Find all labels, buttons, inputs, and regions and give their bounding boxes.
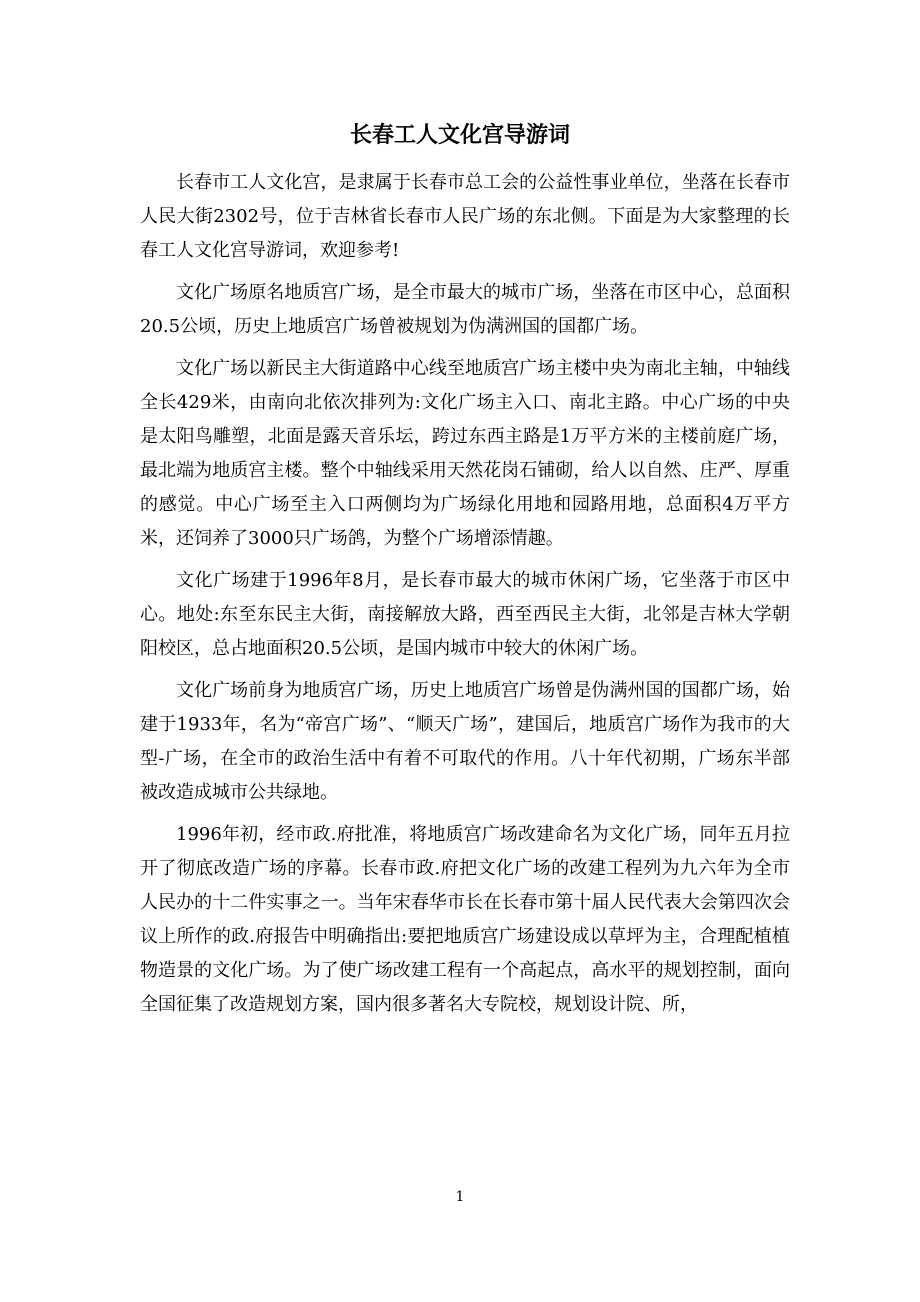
paragraph-reconstruction: 1996年初，经市政.府批准，将地质宫广场改建命名为文化广场，同年五月拉开了彻底改造广场的序幕。长春市政.府把文化广场的改建工程列为九六年为全市人民办的十二件实事之一。当年宋春华市长在长春市第十届人民代表大会第四次会议上所作的政.府报告中明确指出:要把地质宫广场建设成以草坪为主，合理配植植物造景的文化广场。为了使广场改建工程有一个高起点，高水平的规划控制，面向全国征集了改造规划方案，国内很多著名大专院校，规划设计院、所， — [140, 824, 790, 1015]
paragraph-construction: 文化广场建于1996年8月，是长春市最大的城市休闲广场，它坐落于市区中心。地处:东至东民主大街，南接解放大路，西至西民主大街，北邻是吉林大学朝阳校区，总占地面积20.5公顷，是国内城市中较大的休闲广场。 — [140, 570, 790, 659]
paragraph-intro: 长春市工人文化宫，是隶属于长春市总工会的公益性事业单位，坐落在长春市人民大街2302号，位于吉林省长春市人民广场的东北侧。下面是为大家整理的长春工人文化宫导游词，欢迎参考! — [140, 172, 790, 261]
document-body — [140, 166, 790, 1022]
page-number: 1 — [455, 1189, 465, 1205]
document-title: 长春工人文化宫导游词 — [349, 122, 570, 148]
paragraph-central-axis: 文化广场以新民主大街道路中心线至地质宫广场主楼中央为南北主轴，中轴线全长429米，由南向北依次排列为:文化广场主入口、南北主路。中心广场的中央是太阳鸟雕塑，北面是露天音乐坛，跨过东西主路是1万平方米的主楼前庭广场，最北端为地质宫主楼。整个中轴线采用天然花岗石铺砌，给人以自然、庄严、厚重的感觉。中心广场至主入口两侧均为广场绿化用地和园路用地，总面积4万平方米，还饲养了3000只广场鸽，为整个广场增添情趣。 — [140, 358, 790, 549]
paragraph-history: 文化广场前身为地质宫广场，历史上地质宫广场曾是伪满州国的国都广场，始建于1933年，名为“帝宫广场”、“顺天广场”，建国后，地质宫广场作为我市的大型-广场，在全市的政治生活中有着不可取代的作用。八十年代初期，广场东半部被改造成城市公共绿地。 — [140, 680, 790, 803]
paragraph-square-origin: 文化广场原名地质宫广场，是全市最大的城市广场，坐落在市区中心，总面积20.5公顷，历史上地质宫广场曾被规划为伪满洲国的国都广场。 — [140, 282, 790, 337]
